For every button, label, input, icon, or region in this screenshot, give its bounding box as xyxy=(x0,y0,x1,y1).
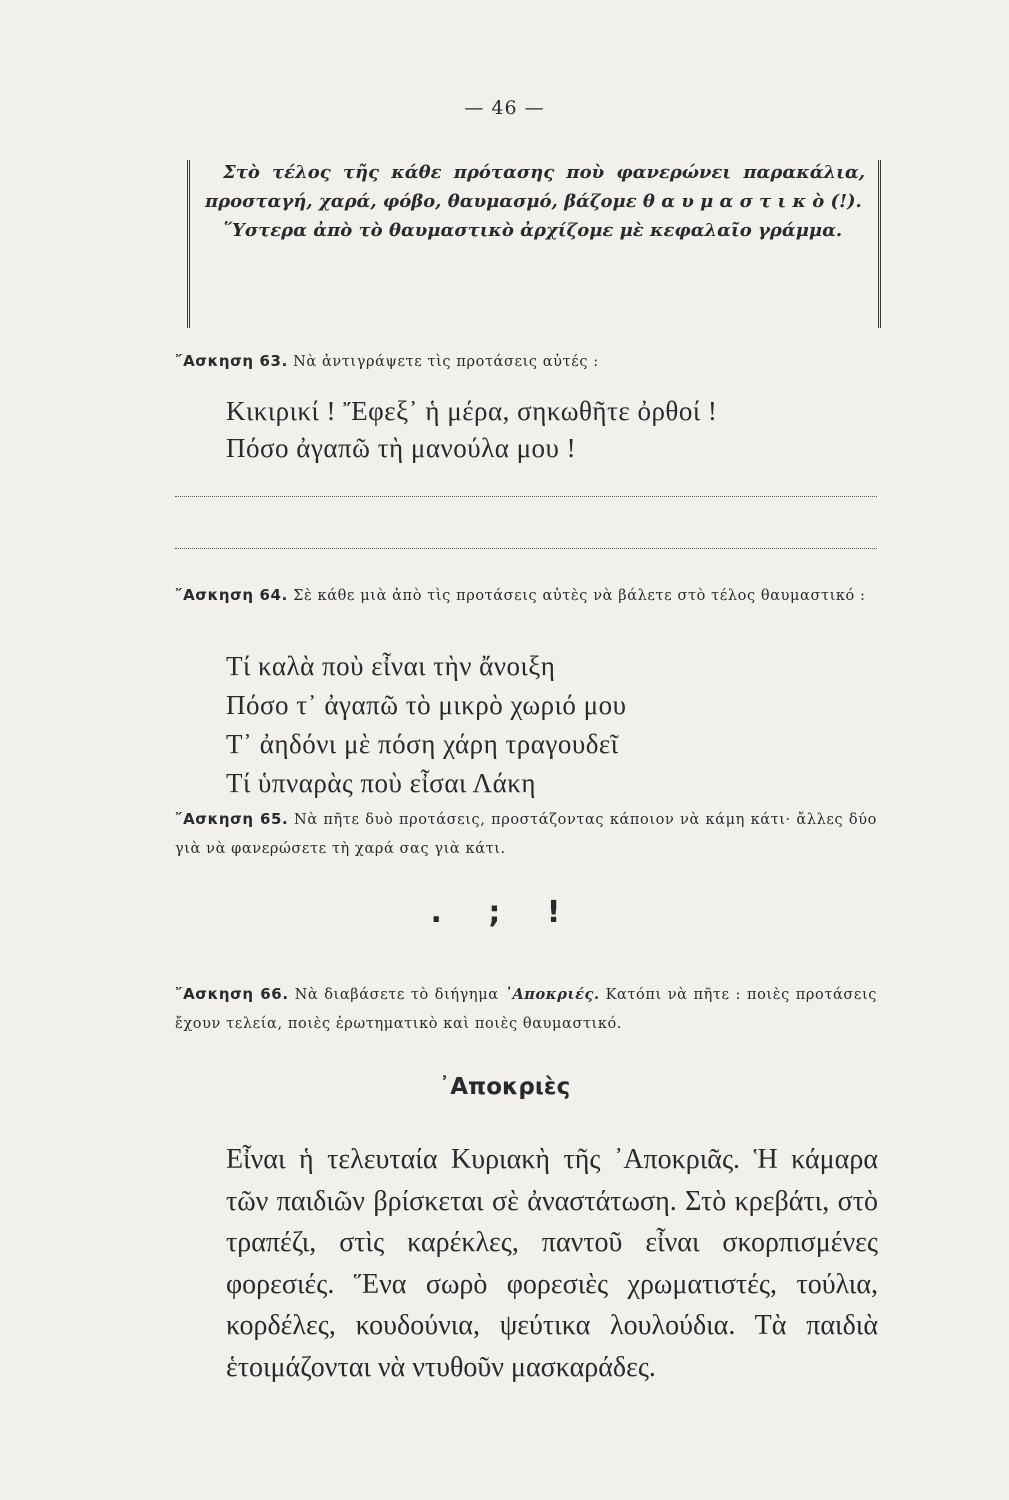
exercise-64-sentence: Τ᾽ ἀηδόνι μὲ πόση χάρη τραγουδεῖ xyxy=(226,729,619,759)
answer-line xyxy=(175,496,877,497)
exercise-66-text-a: Νὰ διαβάσετε τὸ διήγημα xyxy=(294,987,499,1003)
exercise-66-story-ref: ᾿Αποκριές. xyxy=(504,986,600,1003)
page-number: — 46 — xyxy=(464,97,545,119)
exercise-64-sentence: Πόσο τ᾽ ἀγαπῶ τὸ μικρὸ χωριό μου xyxy=(226,690,627,720)
exercise-64-sentence: Τί ὑπναρὰς ποὺ εἶσαι Λάκη xyxy=(226,768,536,798)
exercise-65-label: ῎Ασκηση 65. xyxy=(175,810,289,828)
exercise-63-sentence: Κικιρικί ! Ἔφεξ᾽ ἡ μέρα, σηκωθῆτε ὀρθοί ! xyxy=(226,396,718,426)
rule-line-2: ῞Υστερα ἀπὸ τὸ θαυμαστικὸ ἀρχίζομε μὲ κεφαλαῖο γράμμα. xyxy=(223,220,843,241)
exercise-66-label: ῎Ασκηση 66. xyxy=(175,985,289,1003)
punctuation-marks: . ; ! xyxy=(430,895,579,930)
rule-box xyxy=(205,158,865,245)
exercise-64-instruction xyxy=(175,581,877,611)
story-text: Εἶναι ἡ τελευταία Κυριακὴ τῆς ᾿Αποκριᾶς. Ἡ κάμαρα τῶν παιδιῶν βρίσκεται σὲ ἀναστάτωση. Στὸ κρεβάτι, στὸ τραπέζι, στὶς καρέκλες, παντοῦ εἶναι σκορπισμένες φορεσιές. Ἕνα σωρὸ φορεσιὲς χρωματιστές, τούλια, κορδέλες, κουδούνια, ψεύτικα λουλούδια. Τὰ παιδιὰ ἑτοιμάζονται νὰ ντυθοῦν μασκαράδες. xyxy=(226,1144,878,1383)
exercise-65-instruction xyxy=(175,805,877,864)
exercise-63-sentence: Πόσο ἀγαπῶ τὴ μανούλα μου ! xyxy=(226,433,577,463)
exercise-66-instruction xyxy=(175,980,877,1039)
story-title: ᾿Αποκριὲς xyxy=(438,1074,571,1100)
exercise-64-label: ῎Ασκηση 64. xyxy=(175,586,288,604)
exercise-63-text: Νὰ ἀντιγράψετε τὶς προτάσεις αὐτές : xyxy=(293,354,599,370)
exercise-63-label: ῎Ασκηση 63. xyxy=(175,352,288,370)
exercise-64-sentence: Τί καλὰ ποὺ εἶναι τὴν ἄνοιξη xyxy=(226,651,556,681)
exercise-63-instruction xyxy=(175,347,877,377)
answer-line xyxy=(175,548,877,549)
exercise-64-text: Σὲ κάθε μιὰ ἀπὸ τὶς προτάσεις αὐτὲς νὰ βάλετε στὸ τέλος θαυμαστικό : xyxy=(293,588,866,604)
exercise-65-text: Νὰ πῆτε δυὸ προτάσεις, προστάζοντας κάποιον νὰ κάμη κάτι· ἄλλες δύο γιὰ νὰ φανερώσετε τὴ χαρά σας γιὰ κάτι. xyxy=(175,812,877,857)
exercise-66-text-b: Κατόπι νὰ πῆτε : ποιὲς προτάσεις ἔχουν τελεία, ποιὲς ἐρωτηματικὸ καὶ ποιὲς θαυμαστικό. xyxy=(175,987,877,1032)
rule-line-1: Στὸ τέλος τῆς κάθε πρότασης ποὺ φανερώνει παρακάλια, προσταγή, χαρά, φόβο, θαυμασμό, βάζομε θ α υ μ α σ τ ι κ ὸ (!). xyxy=(205,162,865,212)
